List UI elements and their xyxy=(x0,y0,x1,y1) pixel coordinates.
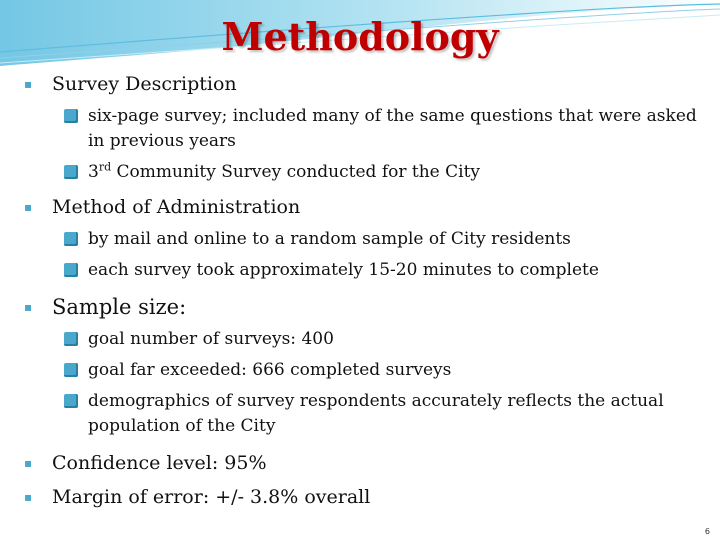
square-bullet-icon: ▪ xyxy=(24,200,33,214)
list-item-ordinal-suffix: rd xyxy=(98,160,112,174)
checkbox-bullet-icon xyxy=(64,363,78,377)
section-heading xyxy=(24,72,704,96)
section-heading xyxy=(24,195,704,219)
checkbox-bullet-icon xyxy=(64,394,78,408)
page-number: 6 xyxy=(704,527,710,536)
list-item-text: Community Survey conducted for the City xyxy=(111,162,481,182)
checkbox-bullet-icon xyxy=(64,332,78,346)
checkbox-bullet-icon xyxy=(64,263,78,277)
section-heading-text: Survey Description xyxy=(52,73,237,95)
list-item xyxy=(24,160,704,185)
list-item xyxy=(24,258,704,283)
checkbox-bullet-icon xyxy=(64,109,78,123)
list-item-text-number: 3 xyxy=(88,162,99,182)
section-heading xyxy=(24,451,704,475)
section-heading-text: Sample size: xyxy=(52,295,187,319)
list-item xyxy=(24,389,704,439)
section-heading-text: Method of Administration xyxy=(52,196,301,218)
section-heading xyxy=(24,295,704,319)
square-bullet-icon: ▪ xyxy=(24,490,33,504)
list-item xyxy=(24,327,704,352)
section-heading-text: Margin of error: +/- 3.8% overall xyxy=(52,486,371,508)
checkbox-bullet-icon xyxy=(64,165,78,179)
checkbox-bullet-icon xyxy=(64,232,78,246)
square-bullet-icon: ▪ xyxy=(24,456,33,470)
square-bullet-icon: ▪ xyxy=(24,300,33,314)
list-item xyxy=(24,227,704,252)
list-item-text: goal far exceeded: 666 completed surveys xyxy=(88,360,452,380)
list-item-text: goal number of surveys: 400 xyxy=(88,329,334,349)
slide-content xyxy=(24,72,704,509)
list-item xyxy=(24,104,704,154)
square-bullet-icon: ▪ xyxy=(24,77,33,91)
section-heading xyxy=(24,485,704,509)
list-item-text: by mail and online to a random sample of City residents xyxy=(88,229,571,249)
list-item-text: demographics of survey respondents accurately reflects the actual population of the City xyxy=(88,391,664,436)
list-item-text: each survey took approximately 15-20 minutes to complete xyxy=(88,260,599,280)
section-heading-text: Confidence level: 95% xyxy=(52,452,267,474)
list-item xyxy=(24,358,704,383)
slide-title: Methodology xyxy=(221,14,499,59)
list-item-text: six-page survey; included many of the same questions that were asked in previous years xyxy=(88,106,697,151)
